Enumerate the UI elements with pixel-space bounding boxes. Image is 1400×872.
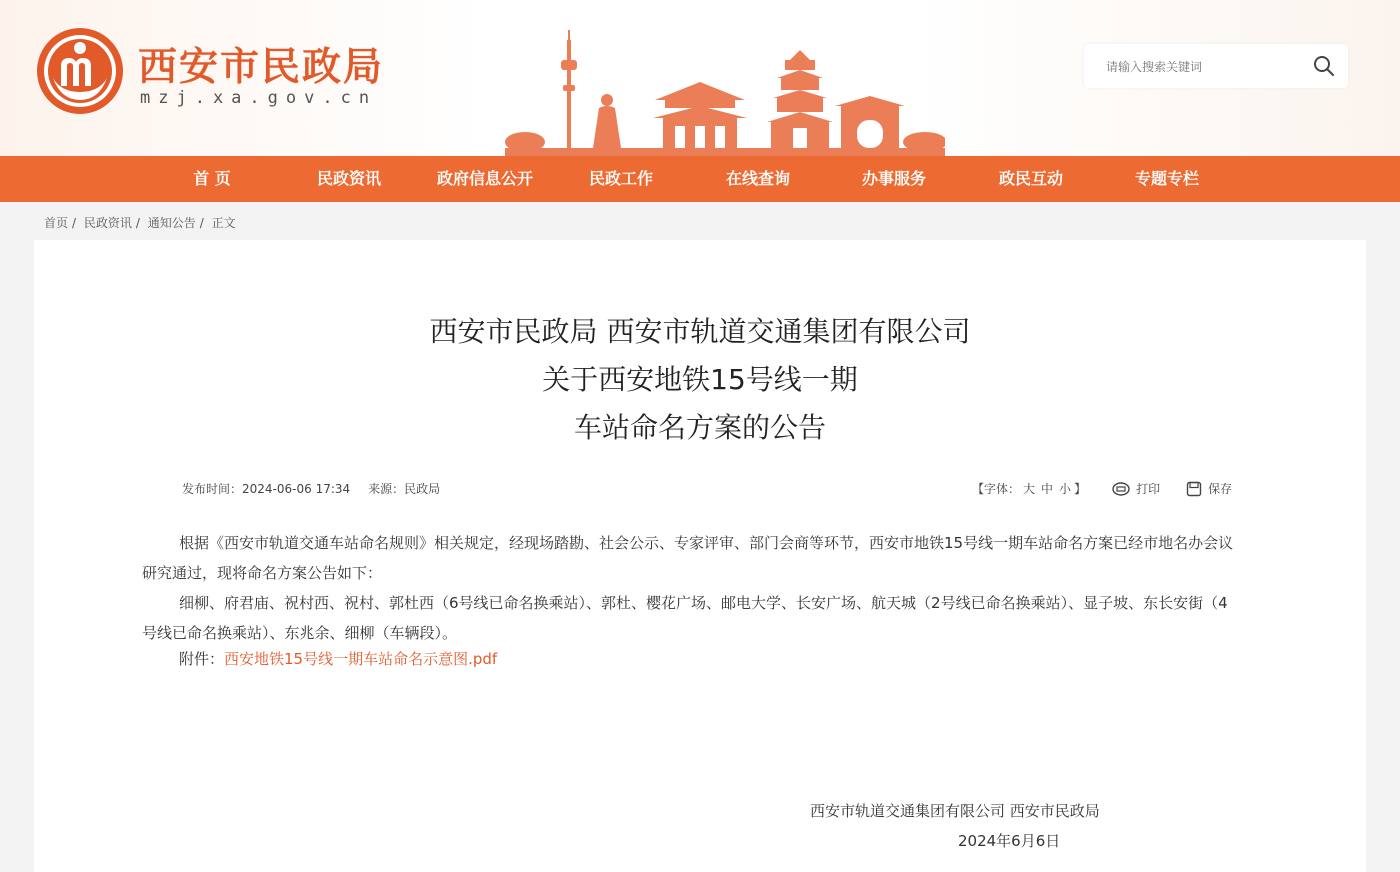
nav-item-topics[interactable]: 专题专栏 [1134,169,1200,188]
breadcrumb-current: 正文 [211,216,236,230]
nav-item-interaction[interactable]: 政民互动 [998,169,1064,188]
publish-time: 2024-06-06 17:34 [242,482,351,496]
article-paragraph: 细柳、府君庙、祝村西、祝村、郭杜西（6号线已命名换乘站）、郭杜、樱花广场、邮电大学、长安广场、航天城（2号线已命名换乘站）、显子坡、东长安街（4号线已命名换乘站）、东兆余、细柳（车辆段）。 [142,594,1228,642]
civil-affairs-emblem-icon[interactable] [35,26,125,116]
nav-item-news[interactable]: 民政资讯 [316,169,382,188]
source: 民政局 [404,482,441,496]
fontsize-suffix: 】 [1074,482,1087,496]
nav-item-services[interactable]: 办事服务 [861,169,927,188]
search-icon[interactable] [1312,54,1336,78]
nav-item-query[interactable]: 在线查询 [725,169,791,188]
article-title-line: 车站命名方案的公告 [573,411,826,444]
save-button[interactable] [1186,480,1232,497]
article-paragraph: 根据《西安市轨道交通车站命名规则》相关规定，经现场踏勘、社会公示、专家评审、部门会商等环节，西安市地铁15号线一期车站命名方案已经市地名办会议研究通过，现将命名方案公告如下： [142,534,1234,582]
nav-item-gov-info[interactable]: 政府信息公开 [436,169,534,188]
signature-date: 2024年6月6日 [958,832,1061,850]
print-icon [1112,482,1130,496]
fontsize-medium-button[interactable]: 中 [1041,482,1054,496]
fontsize-prefix: 【字体： [972,482,1021,496]
breadcrumb-home[interactable]: 首页 [44,216,69,230]
article-tools [972,480,1232,497]
save-label: 保存 [1208,482,1233,496]
print-label: 打印 [1136,482,1161,496]
article-body [142,528,1242,648]
breadcrumb-separator: / [135,216,140,230]
breadcrumb-news[interactable]: 民政资讯 [83,216,132,230]
site-header [0,0,1400,156]
attachment-link[interactable]: 西安地铁15号线一期车站命名示意图.pdf [224,650,498,668]
xian-skyline-illustration [505,30,945,156]
main-nav [0,156,1400,202]
article-meta [182,480,440,497]
attachment-label: 附件： [179,650,225,668]
site-name: 西安市民政局 [138,45,385,90]
publish-time-label: 发布时间： [182,482,243,496]
attachment [179,648,497,669]
source-label: 来源： [368,482,405,496]
signature: 西安市轨道交通集团有限公司 西安市民政局 [810,802,1100,820]
article-title [0,308,1400,452]
article-title-line: 西安市民政局 西安市轨道交通集团有限公司 [429,315,971,348]
site-domain: mzj.xa.gov.cn [140,88,378,108]
breadcrumb-separator: / [72,216,77,230]
fontsize-small-button[interactable]: 小 [1059,482,1072,496]
breadcrumb-separator: / [199,216,204,230]
nav-item-home[interactable]: 首 页 [193,169,231,188]
print-button[interactable] [1112,480,1160,497]
breadcrumb [44,214,240,231]
nav-item-work[interactable]: 民政工作 [588,169,654,188]
search-box [1084,44,1348,88]
article-title-line: 关于西安地铁15号线一期 [542,363,858,396]
search-input[interactable] [1104,55,1308,79]
save-icon [1186,481,1202,497]
fontsize-large-button[interactable]: 大 [1023,482,1036,496]
breadcrumb-notices[interactable]: 通知公告 [147,216,196,230]
